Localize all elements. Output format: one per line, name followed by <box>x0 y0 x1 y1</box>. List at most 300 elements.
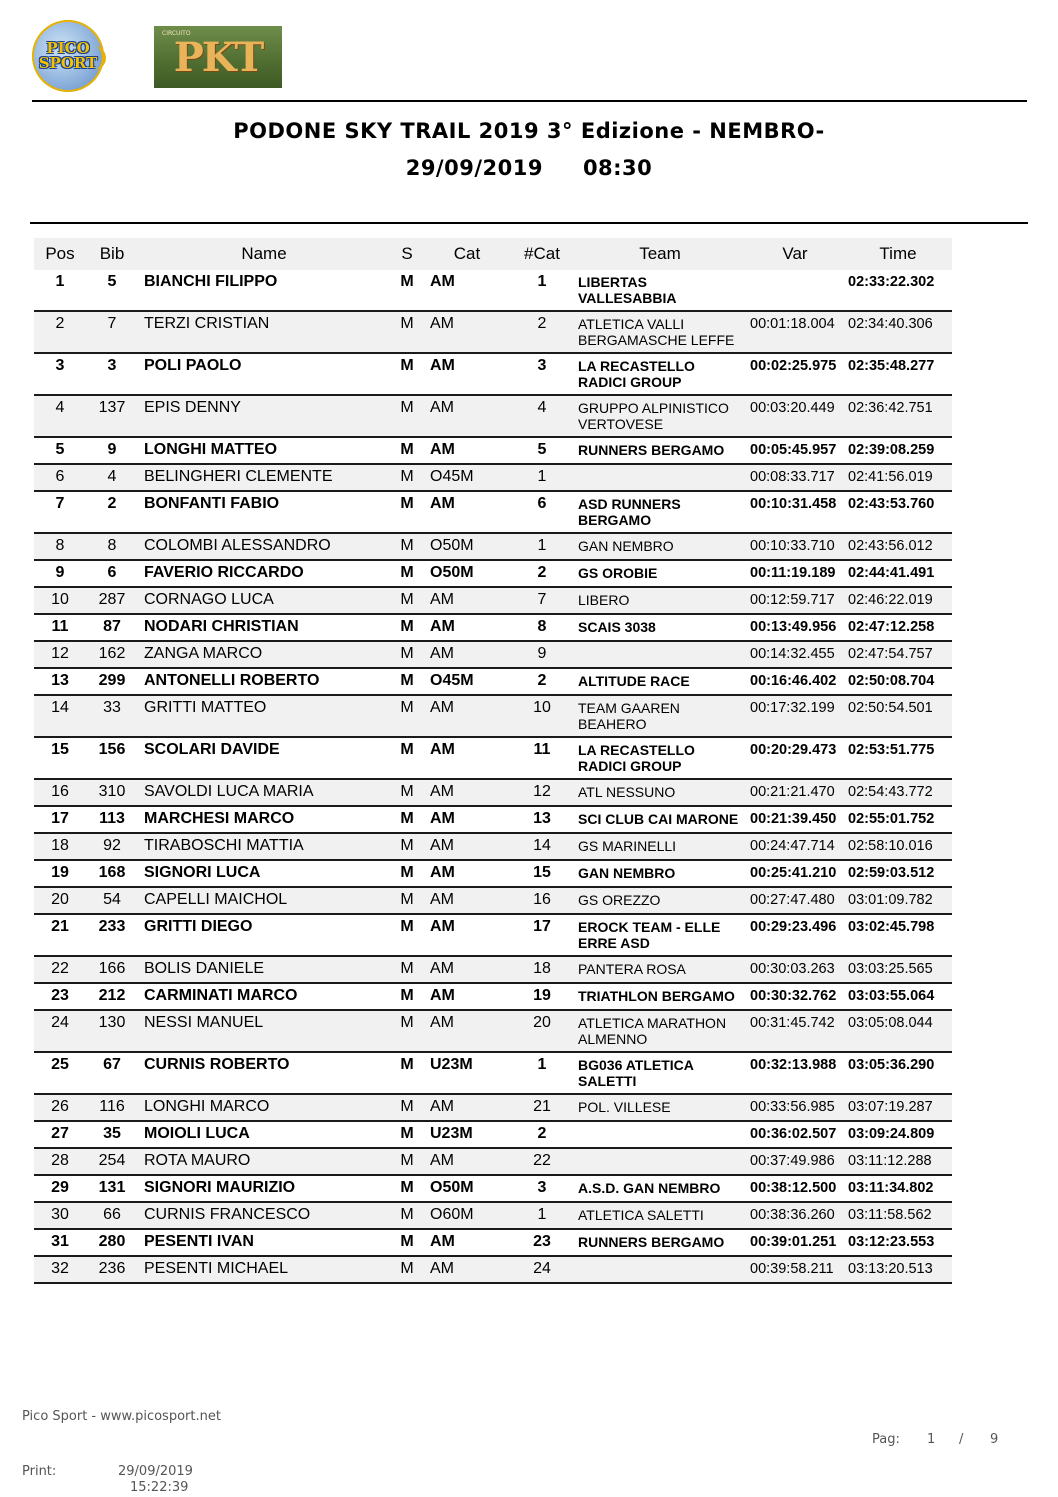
cell-pos: 6 <box>34 464 86 491</box>
cell-team <box>574 1121 746 1148</box>
cell-ncat: 24 <box>510 1256 574 1283</box>
cell-name: GRITTI DIEGO <box>138 914 390 956</box>
cell-cat: AM <box>424 437 510 464</box>
table-row <box>34 353 952 395</box>
cell-time: 02:47:54.757 <box>844 641 952 668</box>
cell-name: CURNIS ROBERTO <box>138 1052 390 1094</box>
cell-name: BOLIS DANIELE <box>138 956 390 983</box>
cell-ncat: 20 <box>510 1010 574 1052</box>
footer-site: Pico Sport - www.picosport.net <box>22 1409 221 1424</box>
cell-name: CORNAGO LUCA <box>138 587 390 614</box>
cell-team: GRUPPO ALPINISTICO VERTOVESE <box>574 395 746 437</box>
cell-ncat: 3 <box>510 1175 574 1202</box>
cell-cat: O60M <box>424 1202 510 1229</box>
cell-time: 02:54:43.772 <box>844 779 952 806</box>
cell-var: 00:37:49.986 <box>746 1148 844 1175</box>
cell-name: FAVERIO RICCARDO <box>138 560 390 587</box>
cell-s: M <box>390 491 424 533</box>
cell-time: 02:44:41.491 <box>844 560 952 587</box>
cell-ncat: 7 <box>510 587 574 614</box>
table-row <box>34 983 952 1010</box>
cell-var: 00:16:46.402 <box>746 668 844 695</box>
cell-cat: AM <box>424 1010 510 1052</box>
cell-pos: 19 <box>34 860 86 887</box>
cell-team: GS OREZZO <box>574 887 746 914</box>
column-header-ncat: #Cat <box>510 238 574 270</box>
cell-name: ZANGA MARCO <box>138 641 390 668</box>
cell-cat: AM <box>424 587 510 614</box>
cell-name: SIGNORI LUCA <box>138 860 390 887</box>
event-date: 29/09/2019 <box>405 156 543 180</box>
table-row <box>34 311 952 353</box>
cell-team: TEAM GAAREN BEAHERO <box>574 695 746 737</box>
cell-team: ATLETICA MARATHON ALMENNO <box>574 1010 746 1052</box>
cell-bib: 4 <box>86 464 138 491</box>
cell-team <box>574 1148 746 1175</box>
cell-name: LONGHI MARCO <box>138 1094 390 1121</box>
cell-var: 00:02:25.975 <box>746 353 844 395</box>
cell-var: 00:12:59.717 <box>746 587 844 614</box>
cell-bib: 113 <box>86 806 138 833</box>
cell-name: CAPELLI MAICHOL <box>138 887 390 914</box>
cell-time: 03:07:19.287 <box>844 1094 952 1121</box>
cell-cat: AM <box>424 860 510 887</box>
cell-cat: AM <box>424 1229 510 1256</box>
table-row <box>34 560 952 587</box>
cell-ncat: 1 <box>510 1052 574 1094</box>
cell-bib: 66 <box>86 1202 138 1229</box>
cell-s: M <box>390 956 424 983</box>
cell-pos: 27 <box>34 1121 86 1148</box>
cell-time: 02:53:51.775 <box>844 737 952 779</box>
cell-team: ALTITUDE RACE <box>574 668 746 695</box>
cell-time: 03:03:25.565 <box>844 956 952 983</box>
cell-cat: AM <box>424 491 510 533</box>
cell-bib: 54 <box>86 887 138 914</box>
cell-ncat: 15 <box>510 860 574 887</box>
cell-ncat: 22 <box>510 1148 574 1175</box>
cell-s: M <box>390 860 424 887</box>
cell-cat: U23M <box>424 1121 510 1148</box>
cell-bib: 92 <box>86 833 138 860</box>
cell-bib: 168 <box>86 860 138 887</box>
cell-bib: 9 <box>86 437 138 464</box>
cell-team: GS MARINELLI <box>574 833 746 860</box>
cell-time: 02:34:40.306 <box>844 311 952 353</box>
cell-pos: 1 <box>34 270 86 311</box>
cell-bib: 116 <box>86 1094 138 1121</box>
cell-name: MARCHESI MARCO <box>138 806 390 833</box>
cell-time: 03:11:12.288 <box>844 1148 952 1175</box>
cell-var: 00:13:49.956 <box>746 614 844 641</box>
cell-pos: 5 <box>34 437 86 464</box>
cell-time: 03:05:36.290 <box>844 1052 952 1094</box>
cell-team: LA RECASTELLO RADICI GROUP <box>574 737 746 779</box>
cell-name: BELINGHERI CLEMENTE <box>138 464 390 491</box>
cell-time: 02:59:03.512 <box>844 860 952 887</box>
cell-s: M <box>390 1094 424 1121</box>
cell-bib: 130 <box>86 1010 138 1052</box>
cell-team: BG036 ATLETICA SALETTI <box>574 1052 746 1094</box>
cell-cat: O50M <box>424 560 510 587</box>
cell-pos: 23 <box>34 983 86 1010</box>
cell-time: 02:58:10.016 <box>844 833 952 860</box>
cell-ncat: 10 <box>510 695 574 737</box>
cell-bib: 8 <box>86 533 138 560</box>
table-row <box>34 779 952 806</box>
cell-time: 02:43:53.760 <box>844 491 952 533</box>
cell-pos: 3 <box>34 353 86 395</box>
cell-cat: AM <box>424 914 510 956</box>
cell-name: LONGHI MATTEO <box>138 437 390 464</box>
cell-s: M <box>390 737 424 779</box>
footer-print-label: Print: <box>22 1464 57 1479</box>
cell-cat: AM <box>424 1094 510 1121</box>
cell-ncat: 18 <box>510 956 574 983</box>
cell-bib: 236 <box>86 1256 138 1283</box>
cell-cat: AM <box>424 833 510 860</box>
cell-s: M <box>390 311 424 353</box>
cell-var: 00:03:20.449 <box>746 395 844 437</box>
cell-s: M <box>390 587 424 614</box>
cell-time: 02:50:08.704 <box>844 668 952 695</box>
cell-time: 02:33:22.302 <box>844 270 952 311</box>
table-row <box>34 464 952 491</box>
cell-s: M <box>390 833 424 860</box>
table-row <box>34 437 952 464</box>
pico-logo-text-1: PICO <box>46 39 90 57</box>
cell-bib: 67 <box>86 1052 138 1094</box>
cell-pos: 29 <box>34 1175 86 1202</box>
cell-bib: 3 <box>86 353 138 395</box>
cell-team: EROCK TEAM - ELLE ERRE ASD <box>574 914 746 956</box>
cell-cat: AM <box>424 695 510 737</box>
cell-time: 03:01:09.782 <box>844 887 952 914</box>
cell-pos: 12 <box>34 641 86 668</box>
cell-team <box>574 1256 746 1283</box>
cell-var: 00:25:41.210 <box>746 860 844 887</box>
cell-var: 00:30:03.263 <box>746 956 844 983</box>
cell-pos: 10 <box>34 587 86 614</box>
cell-team: ATLETICA SALETTI <box>574 1202 746 1229</box>
cell-s: M <box>390 1052 424 1094</box>
table-row <box>34 695 952 737</box>
cell-pos: 13 <box>34 668 86 695</box>
cell-cat: AM <box>424 395 510 437</box>
cell-bib: 156 <box>86 737 138 779</box>
cell-name: EPIS DENNY <box>138 395 390 437</box>
cell-ncat: 5 <box>510 437 574 464</box>
cell-ncat: 12 <box>510 779 574 806</box>
table-row <box>34 587 952 614</box>
cell-pos: 32 <box>34 1256 86 1283</box>
cell-var: 00:17:32.199 <box>746 695 844 737</box>
table-row <box>34 641 952 668</box>
cell-bib: 166 <box>86 956 138 983</box>
cell-cat: O45M <box>424 464 510 491</box>
table-row <box>34 737 952 779</box>
cell-var <box>746 270 844 311</box>
column-header-s: S <box>390 238 424 270</box>
cell-time: 02:43:56.012 <box>844 533 952 560</box>
cell-team: PANTERA ROSA <box>574 956 746 983</box>
cell-cat: O50M <box>424 533 510 560</box>
cell-s: M <box>390 395 424 437</box>
cell-pos: 2 <box>34 311 86 353</box>
cell-ncat: 14 <box>510 833 574 860</box>
cell-ncat: 17 <box>510 914 574 956</box>
cell-time: 02:36:42.751 <box>844 395 952 437</box>
pkt-circuit-logo <box>154 26 282 88</box>
cell-s: M <box>390 1121 424 1148</box>
cell-pos: 18 <box>34 833 86 860</box>
table-row <box>34 833 952 860</box>
cell-var: 00:33:56.985 <box>746 1094 844 1121</box>
cell-bib: 87 <box>86 614 138 641</box>
cell-s: M <box>390 641 424 668</box>
cell-name: ANTONELLI ROBERTO <box>138 668 390 695</box>
cell-var: 00:39:58.211 <box>746 1256 844 1283</box>
cell-cat: AM <box>424 737 510 779</box>
cell-bib: 2 <box>86 491 138 533</box>
cell-name: NODARI CHRISTIAN <box>138 614 390 641</box>
cell-var: 00:21:21.470 <box>746 779 844 806</box>
cell-team: GAN NEMBRO <box>574 860 746 887</box>
cell-name: CARMINATI MARCO <box>138 983 390 1010</box>
cell-name: GRITTI MATTEO <box>138 695 390 737</box>
cell-s: M <box>390 914 424 956</box>
cell-name: MOIOLI LUCA <box>138 1121 390 1148</box>
cell-name: SAVOLDI LUCA MARIA <box>138 779 390 806</box>
table-header-row <box>34 238 952 270</box>
cell-bib: 287 <box>86 587 138 614</box>
table-row <box>34 887 952 914</box>
cell-var: 00:32:13.988 <box>746 1052 844 1094</box>
cell-bib: 310 <box>86 779 138 806</box>
cell-time: 03:02:45.798 <box>844 914 952 956</box>
cell-team <box>574 641 746 668</box>
cell-s: M <box>390 668 424 695</box>
cell-team: SCAIS 3038 <box>574 614 746 641</box>
cell-bib: 33 <box>86 695 138 737</box>
cell-name: NESSI MANUEL <box>138 1010 390 1052</box>
cell-pos: 31 <box>34 1229 86 1256</box>
cell-time: 03:03:55.064 <box>844 983 952 1010</box>
cell-pos: 25 <box>34 1052 86 1094</box>
cell-cat: AM <box>424 1148 510 1175</box>
cell-s: M <box>390 1256 424 1283</box>
cell-name: BONFANTI FABIO <box>138 491 390 533</box>
cell-team: A.S.D. GAN NEMBRO <box>574 1175 746 1202</box>
cell-team: GS OROBIE <box>574 560 746 587</box>
cell-pos: 24 <box>34 1010 86 1052</box>
cell-s: M <box>390 695 424 737</box>
cell-cat: AM <box>424 956 510 983</box>
cell-ncat: 9 <box>510 641 574 668</box>
cell-ncat: 8 <box>510 614 574 641</box>
cell-var: 00:27:47.480 <box>746 887 844 914</box>
cell-time: 02:39:08.259 <box>844 437 952 464</box>
cell-team: GAN NEMBRO <box>574 533 746 560</box>
cell-var: 00:30:32.762 <box>746 983 844 1010</box>
cell-time: 03:09:24.809 <box>844 1121 952 1148</box>
cell-name: CURNIS FRANCESCO <box>138 1202 390 1229</box>
table-row <box>34 1094 952 1121</box>
cell-ncat: 2 <box>510 560 574 587</box>
cell-time: 02:35:48.277 <box>844 353 952 395</box>
column-header-team: Team <box>574 238 746 270</box>
table-row <box>34 914 952 956</box>
cell-name: PESENTI MICHAEL <box>138 1256 390 1283</box>
cell-bib: 162 <box>86 641 138 668</box>
cell-pos: 7 <box>34 491 86 533</box>
table-row <box>34 491 952 533</box>
cell-name: COLOMBI ALESSANDRO <box>138 533 390 560</box>
cell-var: 00:08:33.717 <box>746 464 844 491</box>
cell-time: 03:11:58.562 <box>844 1202 952 1229</box>
cell-s: M <box>390 1202 424 1229</box>
cell-team: POL. VILLESE <box>574 1094 746 1121</box>
pico-logo-text-2: SPORT <box>38 54 98 72</box>
cell-ncat: 1 <box>510 1202 574 1229</box>
cell-time: 03:11:34.802 <box>844 1175 952 1202</box>
page-title: PODONE SKY TRAIL 2019 3° Edizione - NEMBRO- <box>233 119 825 143</box>
cell-team: LIBERTAS VALLESABBIA <box>574 270 746 311</box>
footer-page-current: 1 <box>927 1432 936 1447</box>
cell-team: LA RECASTELLO RADICI GROUP <box>574 353 746 395</box>
cell-bib: 137 <box>86 395 138 437</box>
cell-pos: 14 <box>34 695 86 737</box>
results-body <box>34 270 952 1283</box>
column-header-name: Name <box>138 238 390 270</box>
column-header-var: Var <box>746 238 844 270</box>
cell-ncat: 1 <box>510 464 574 491</box>
cell-cat: AM <box>424 641 510 668</box>
cell-ncat: 2 <box>510 1121 574 1148</box>
cell-var: 00:20:29.473 <box>746 737 844 779</box>
cell-bib: 212 <box>86 983 138 1010</box>
cell-ncat: 13 <box>510 806 574 833</box>
cell-s: M <box>390 1229 424 1256</box>
cell-var: 00:38:36.260 <box>746 1202 844 1229</box>
cell-bib: 35 <box>86 1121 138 1148</box>
cell-s: M <box>390 887 424 914</box>
cell-var: 00:38:12.500 <box>746 1175 844 1202</box>
cell-var: 00:24:47.714 <box>746 833 844 860</box>
footer-page-label: Pag: <box>872 1432 900 1447</box>
cell-ncat: 23 <box>510 1229 574 1256</box>
cell-var: 00:31:45.742 <box>746 1010 844 1052</box>
cell-ncat: 4 <box>510 395 574 437</box>
cell-bib: 6 <box>86 560 138 587</box>
table-row <box>34 860 952 887</box>
cell-ncat: 2 <box>510 668 574 695</box>
cell-team: ASD RUNNERS BERGAMO <box>574 491 746 533</box>
footer-page-total: 9 <box>990 1432 999 1447</box>
table-row <box>34 270 952 311</box>
cell-team: TRIATHLON BERGAMO <box>574 983 746 1010</box>
cell-pos: 15 <box>34 737 86 779</box>
cell-s: M <box>390 533 424 560</box>
table-row <box>34 1121 952 1148</box>
cell-name: TERZI CRISTIAN <box>138 311 390 353</box>
cell-var: 00:10:33.710 <box>746 533 844 560</box>
cell-cat: AM <box>424 779 510 806</box>
table-row <box>34 1175 952 1202</box>
table-row <box>34 1052 952 1094</box>
cell-time: 02:46:22.019 <box>844 587 952 614</box>
table-row <box>34 1202 952 1229</box>
footer-print-time: 15:22:39 <box>130 1480 189 1495</box>
cell-var: 00:11:19.189 <box>746 560 844 587</box>
cell-var: 00:05:45.957 <box>746 437 844 464</box>
footer-page-separator: / <box>959 1432 964 1447</box>
cell-var: 00:39:01.251 <box>746 1229 844 1256</box>
cell-bib: 5 <box>86 270 138 311</box>
cell-ncat: 3 <box>510 353 574 395</box>
table-row <box>34 533 952 560</box>
cell-s: M <box>390 1175 424 1202</box>
cell-var: 00:14:32.455 <box>746 641 844 668</box>
event-datetime <box>0 156 1058 180</box>
cell-time: 03:12:23.553 <box>844 1229 952 1256</box>
cell-s: M <box>390 560 424 587</box>
pico-sport-logo <box>32 20 104 92</box>
cell-pos: 4 <box>34 395 86 437</box>
cell-team: SCI CLUB CAI MARONE <box>574 806 746 833</box>
cell-bib: 280 <box>86 1229 138 1256</box>
cell-pos: 26 <box>34 1094 86 1121</box>
table-row <box>34 395 952 437</box>
cell-s: M <box>390 1010 424 1052</box>
cell-s: M <box>390 1148 424 1175</box>
cell-team <box>574 464 746 491</box>
table-row <box>34 956 952 983</box>
cell-ncat: 16 <box>510 887 574 914</box>
table-row <box>34 1229 952 1256</box>
cell-pos: 16 <box>34 779 86 806</box>
cell-s: M <box>390 270 424 311</box>
cell-time: 02:55:01.752 <box>844 806 952 833</box>
table-row <box>34 668 952 695</box>
cell-var: 00:01:18.004 <box>746 311 844 353</box>
cell-name: TIRABOSCHI MATTIA <box>138 833 390 860</box>
cell-s: M <box>390 437 424 464</box>
cell-pos: 17 <box>34 806 86 833</box>
cell-cat: AM <box>424 1256 510 1283</box>
cell-name: PESENTI IVAN <box>138 1229 390 1256</box>
cell-s: M <box>390 779 424 806</box>
cell-cat: O50M <box>424 1175 510 1202</box>
cell-cat: AM <box>424 270 510 311</box>
table-row <box>34 1010 952 1052</box>
cell-ncat: 11 <box>510 737 574 779</box>
table-row <box>34 1256 952 1283</box>
column-header-bib: Bib <box>86 238 138 270</box>
pkt-logo-text: PKT <box>173 33 263 81</box>
cell-ncat: 1 <box>510 270 574 311</box>
cell-name: BIANCHI FILIPPO <box>138 270 390 311</box>
cell-bib: 131 <box>86 1175 138 1202</box>
cell-pos: 22 <box>34 956 86 983</box>
cell-time: 02:41:56.019 <box>844 464 952 491</box>
column-header-time: Time <box>844 238 952 270</box>
header-top-rule <box>32 100 1027 102</box>
table-row <box>34 1148 952 1175</box>
cell-name: SIGNORI MAURIZIO <box>138 1175 390 1202</box>
cell-cat: U23M <box>424 1052 510 1094</box>
cell-s: M <box>390 614 424 641</box>
